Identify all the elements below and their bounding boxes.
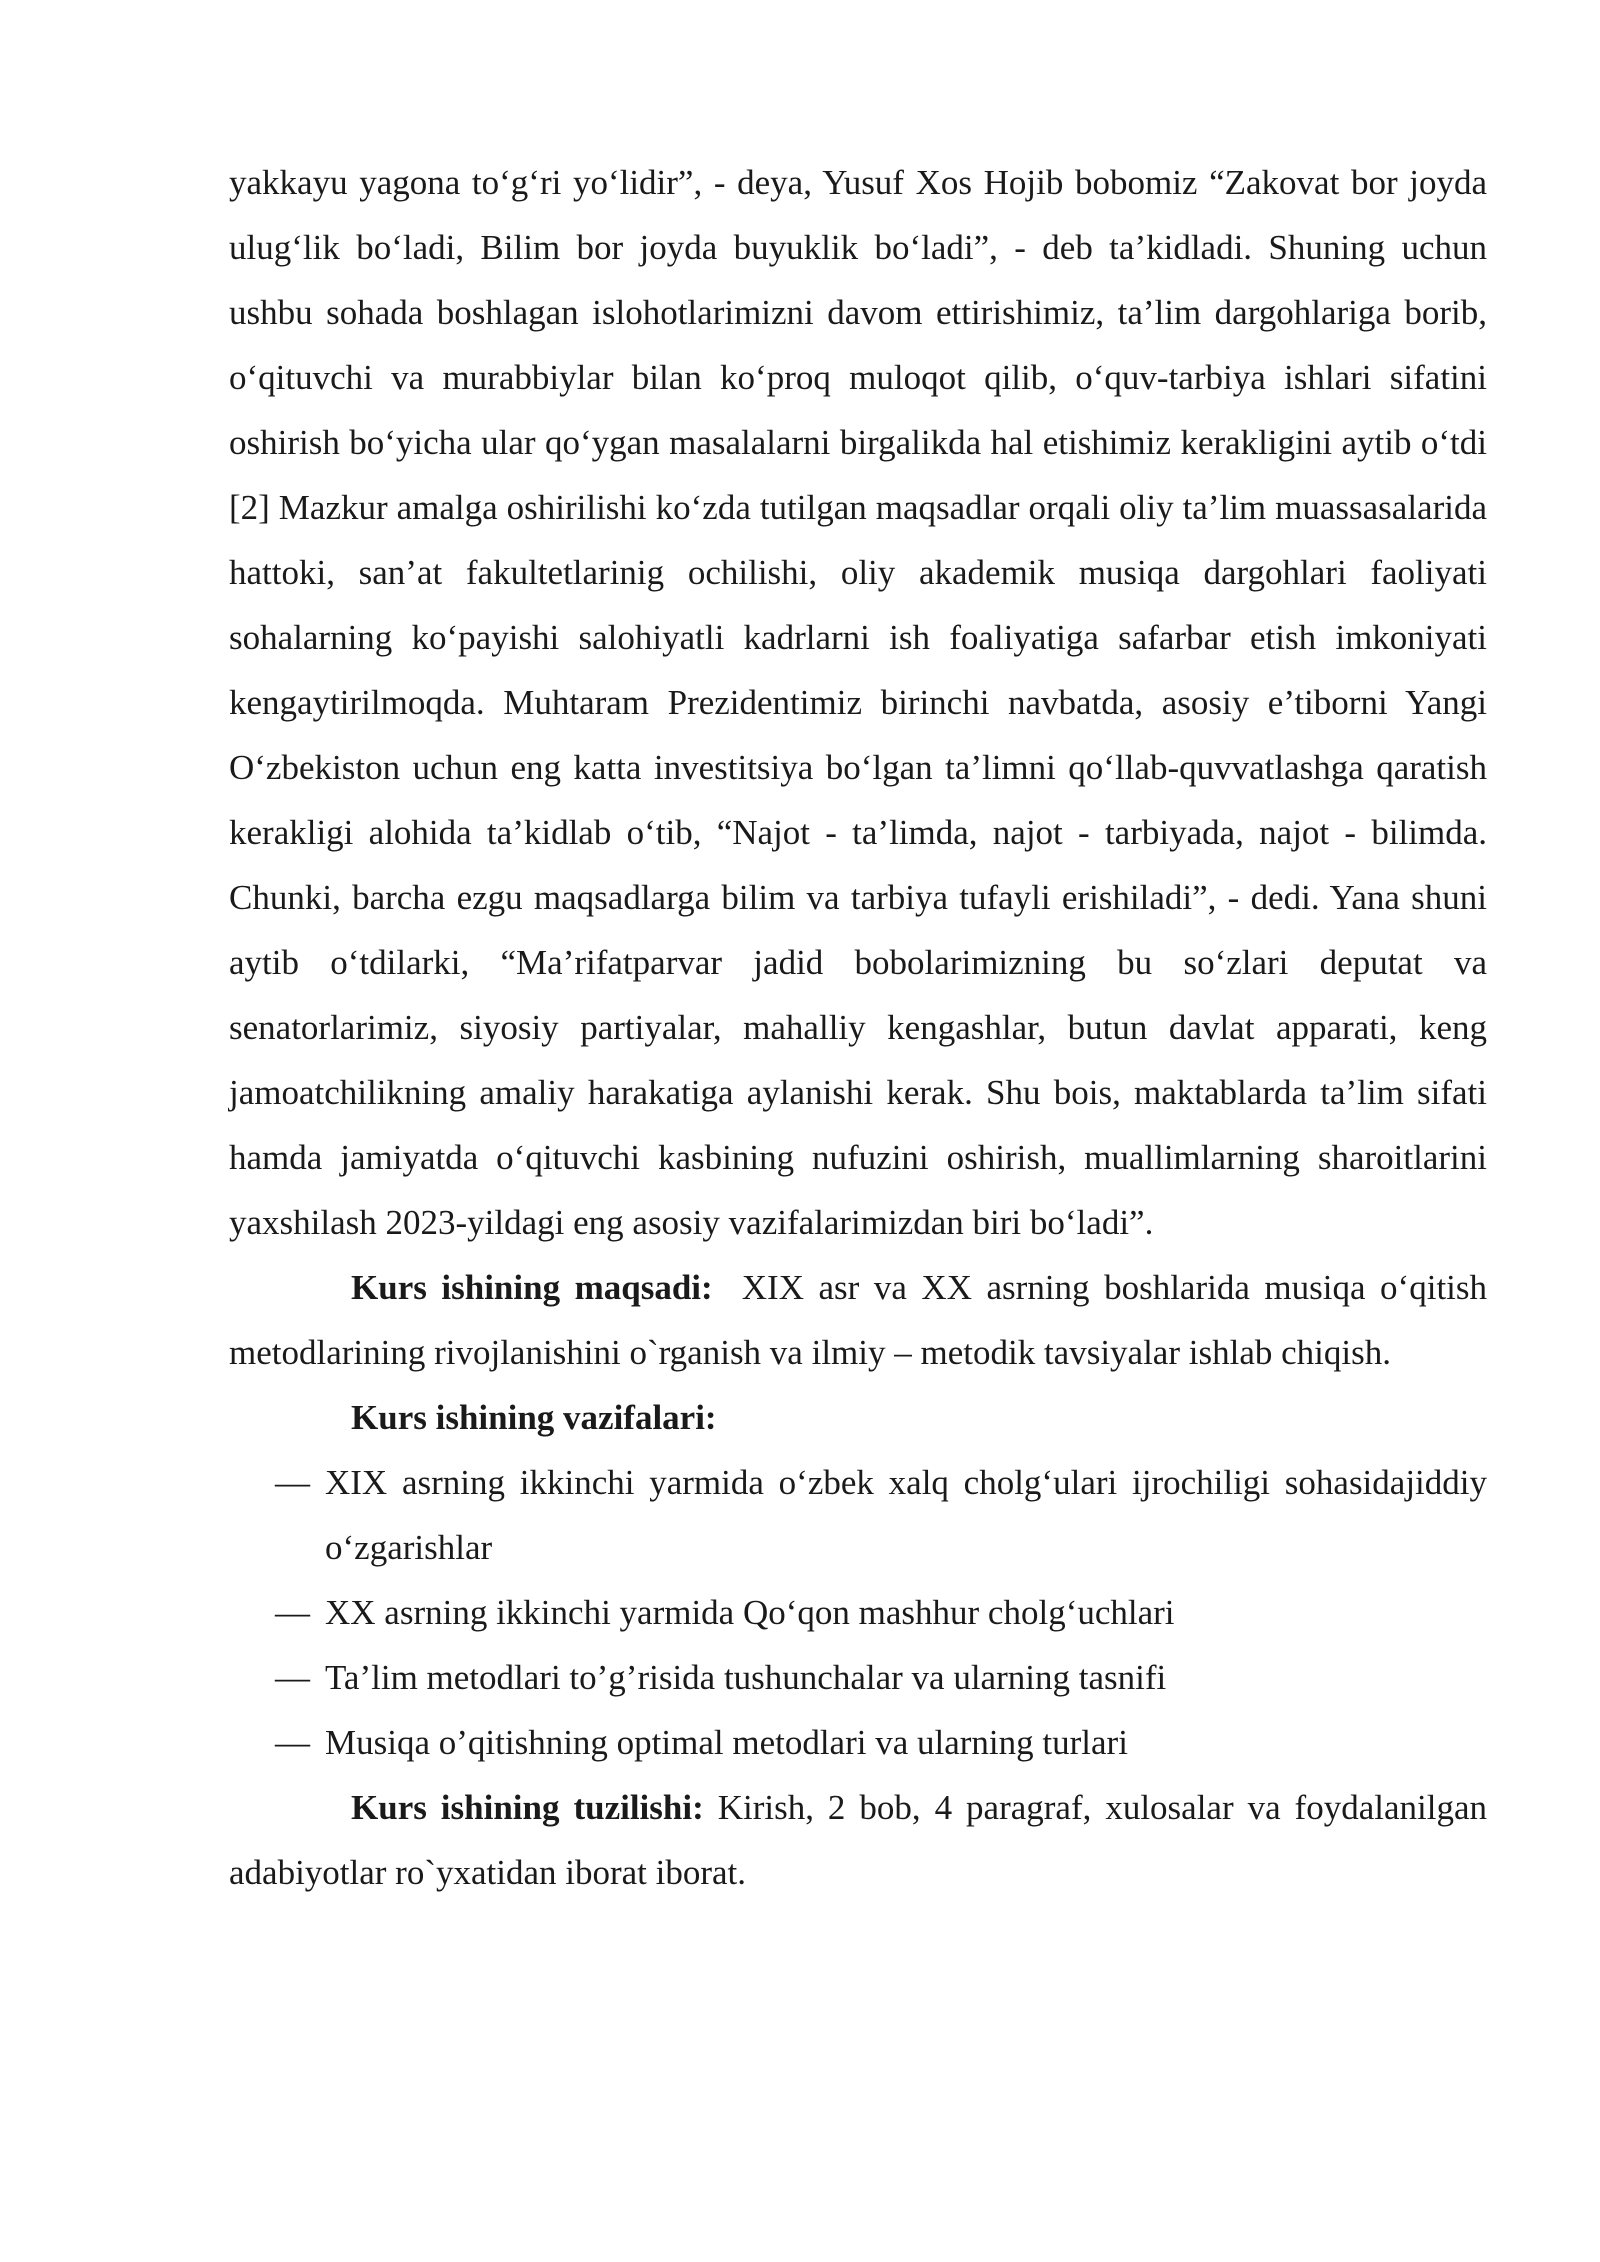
- dash-bullet: —: [275, 1463, 310, 1502]
- list-item: [229, 1645, 1487, 1710]
- list-item-text: Musiqa o’qitishning optimal metodlari va ularning turlari: [325, 1723, 1128, 1762]
- course-goal-paragraph: [229, 1255, 1496, 1385]
- list-item-text: XX asrning ikkinchi yarmida Qo‘qon mashhur cholg‘uchlari: [325, 1593, 1175, 1632]
- course-goal-label: Kurs ishining maqsadi:: [351, 1268, 713, 1307]
- course-tasks-label: Kurs ishining vazifalari:: [351, 1398, 717, 1437]
- course-structure-paragraph: [229, 1775, 1496, 1905]
- list-item-text: XIX asrning ikkinchi yarmida o‘zbek xalq cholg‘ulari ijrochiligi sohasidajiddiy o‘zgarishlar: [325, 1463, 1487, 1567]
- course-goal-text: XIX asr va XX asrning boshlarida musiqa o‘qitish metodlarining rivojlanishini o`rganish va ilmiy – metodik tavsiyalar ishlab chiqish.: [229, 1268, 1496, 1372]
- list-item: [229, 1450, 1487, 1580]
- course-structure-text: Kirish, 2 bob, 4 paragraf, xulosalar va foydalanilgan adabiyotlar ro`yxatidan iborat iborat.: [229, 1788, 1496, 1892]
- document-body: [229, 150, 1496, 1905]
- list-item: [229, 1710, 1487, 1775]
- dash-bullet: —: [275, 1593, 310, 1632]
- list-item-text: Ta’lim metodlari to’g’risida tushunchalar va ularning tasnifi: [325, 1658, 1167, 1697]
- dash-bullet: —: [275, 1723, 310, 1762]
- body-paragraph: yakkayu yagona to‘g‘ri yo‘lidir”, - deya, Yusuf Xos Hojib bobomiz “Zakovat bor joyda ulug‘lik bo‘ladi, Bilim bor joyda buyuklik bo‘ladi”, - deb ta’kidladi. Shuning uchun ushbu sohada boshlagan islohotlarimizni davom ettirishimiz, ta’lim dargohlariga borib, o‘qituvchi va murabbiylar bilan ko‘proq muloqot qilib, o‘quv-tarbiya ishlari sifatini oshirish bo‘yicha ular qo‘ygan masalalarni birgalikda hal etishimiz kerakligini aytib o‘tdi [2] Mazkur amalga oshirilishi ko‘zda tutilgan maqsadlar orqali oliy ta’lim muassasalarida hattoki, san’at fakultetlarinig ochilishi, oliy akademik musiqa dargohlari faoliyati sohalarning ko‘payishi salohiyatli kadrlarni ish foaliyatiga safarbar etish imkoniyati kengaytirilmoqda. Muhtaram Prezidentimiz birinchi navbatda, asosiy e’tiborni Yangi O‘zbekiston uchun eng katta investitsiya bo‘lgan ta’limni qo‘llab-quvvatlashga qaratish kerakligi alohida ta’kidlab o‘tib, “Najot - ta’limda, najot - tarbiyada, najot - bilimda. Chunki, barcha ezgu maqsadlarga bilim va tarbiya tufayli erishiladi”, - dedi. Yana shuni aytib o‘tdilarki, “Ma’rifatparvar jadid bobolarimizning bu so‘zlari deputat va senatorlarimiz, siyosiy partiyalar, mahalliy kengashlar, butun davlat apparati, keng jamoatchilikning amaliy harakatiga aylanishi kerak. Shu bois, maktablarda ta’lim sifati hamda jamiyatda o‘qituvchi kasbining nufuzini oshirish, muallimlarning sharoitlarini yaxshilash 2023-yildagi eng asosiy vazifalarimizdan biri bo‘ladi”.: [229, 163, 1487, 1242]
- course-tasks-heading-paragraph: [229, 1385, 1487, 1450]
- course-structure-label: Kurs ishining tuzilishi:: [351, 1788, 704, 1827]
- list-item: [229, 1580, 1487, 1645]
- dash-bullet: —: [275, 1658, 310, 1697]
- course-tasks-list: [229, 1450, 1487, 1775]
